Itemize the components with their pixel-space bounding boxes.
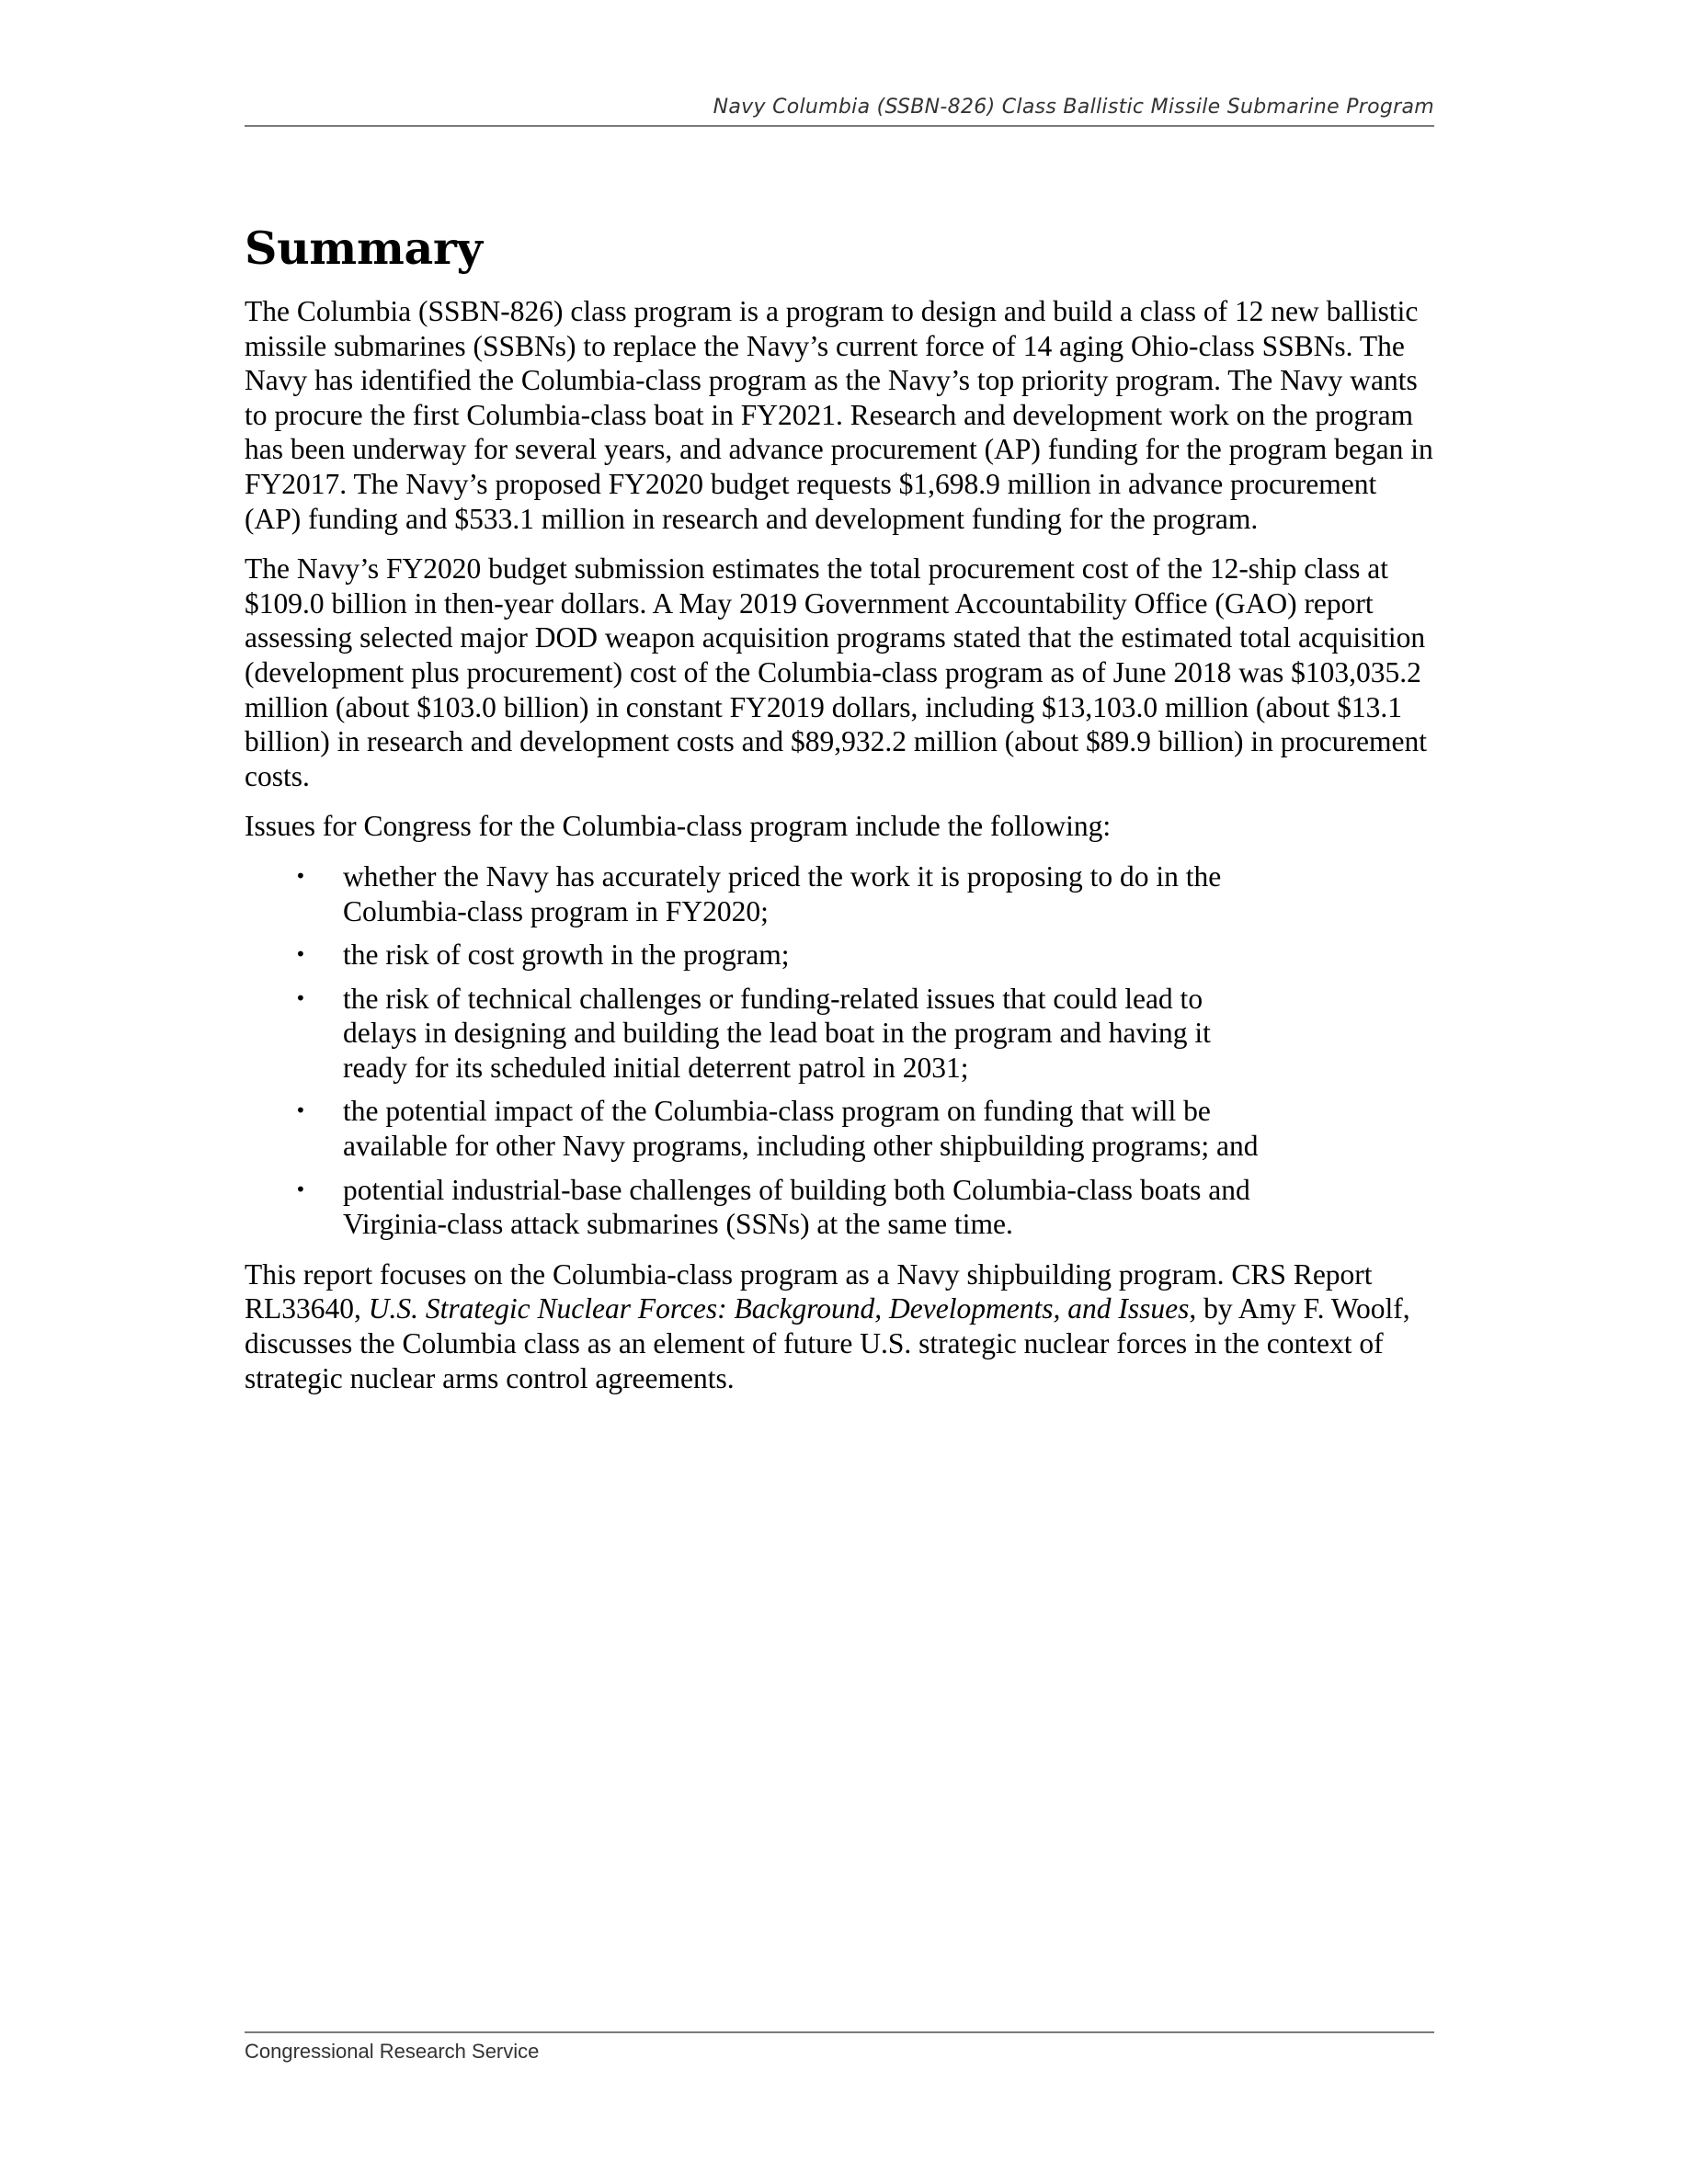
list-item-text: the risk of technical challenges or funding-related issues that could lead to delays in designing and building the lead boat in the program and having it ready for its scheduled initial deterrent patrol in 2031; [343,982,1211,1084]
closing-text-start: This report focuses on the Columbia-class program as a Navy shipbuilding program. CRS Report RL33640, [245,1257,1373,1325]
list-item [245,859,1262,928]
footer-publisher: Congressional Research Service [245,2040,540,2063]
page-title: Summary [245,222,483,275]
paragraph-program-overview: The Columbia (SSBN-826) class program is a program to design and build a class of 12 new ballistic missile submarines (SSBNs) to replace the Navy’s current force of 14 aging Ohio-class SSBNs. The Navy has identified the Columbia-class program as the Navy’s top priority program. The Navy wants to procure the first Columbia-class boat in FY2021. Research and development work on the program has been underway for several years, and advance procurement (AP) funding for the program began in FY2017. The Navy’s proposed FY2020 budget requests $1,698.9 million in advance procurement (AP) funding and $533.1 million in research and development funding for the program. [245,295,1433,535]
cited-report-title: U.S. Strategic Nuclear Forces: Background, Developments, and Issues [368,1292,1190,1325]
bullet-icon: • [295,1177,306,1200]
list-item-text: potential industrial-base challenges of building both Columbia-class boats and Virginia-class attack submarines (SSNs) at the same time. [343,1173,1250,1241]
paragraph-related-report [245,1257,1434,1395]
list-item-text: whether the Navy has accurately priced the work it is proposing to do in the Columbia-class program in FY2020; [343,859,1222,927]
list-item-text: the potential impact of the Columbia-class program on funding that will be available for other Navy programs, including other shipbuilding programs; and [343,1095,1259,1163]
bullet-icon: • [295,986,306,1009]
bullet-icon: • [295,943,306,966]
bullet-icon: • [295,864,306,887]
list-item [245,1094,1262,1163]
running-header-title: Navy Columbia (SSBN-826) Class Ballistic Missile Submarine Program [713,96,1434,119]
list-item [245,1173,1262,1242]
list-item-text: the risk of cost growth in the program; [343,938,790,972]
closing-text-end: , by Amy F. Woolf, discusses the Columbia class as an element of future U.S. strategic nuclear forces in the context of strategic nuclear arms control agreements. [245,1292,1410,1394]
running-header [245,92,1434,127]
paragraph-cost-estimates: The Navy’s FY2020 budget submission estimates the total procurement cost of the 12-ship class at $109.0 billion in then-year dollars. A May 2019 Government Accountability Office (GAO) report assessing selected major DOD weapon acquisition programs stated that the estimated total acquisition (development plus procurement) cost of the Columbia-class program as of June 2018 was $103,035.2 million (about $103.0 billion) in constant FY2019 dollars, including $13,103.0 million (about $13.1 billion) in research and development costs and $89,932.2 million (about $89.9 billion) in procurement costs. [245,552,1427,792]
main-content [245,221,1434,1411]
bullet-icon: • [295,1099,306,1122]
page-footer [245,2031,1434,2064]
issues-list [245,859,1434,1242]
list-item [245,938,1262,973]
list-item [245,982,1262,1086]
paragraph-issues-intro: Issues for Congress for the Columbia-class program include the following: [245,810,1112,843]
